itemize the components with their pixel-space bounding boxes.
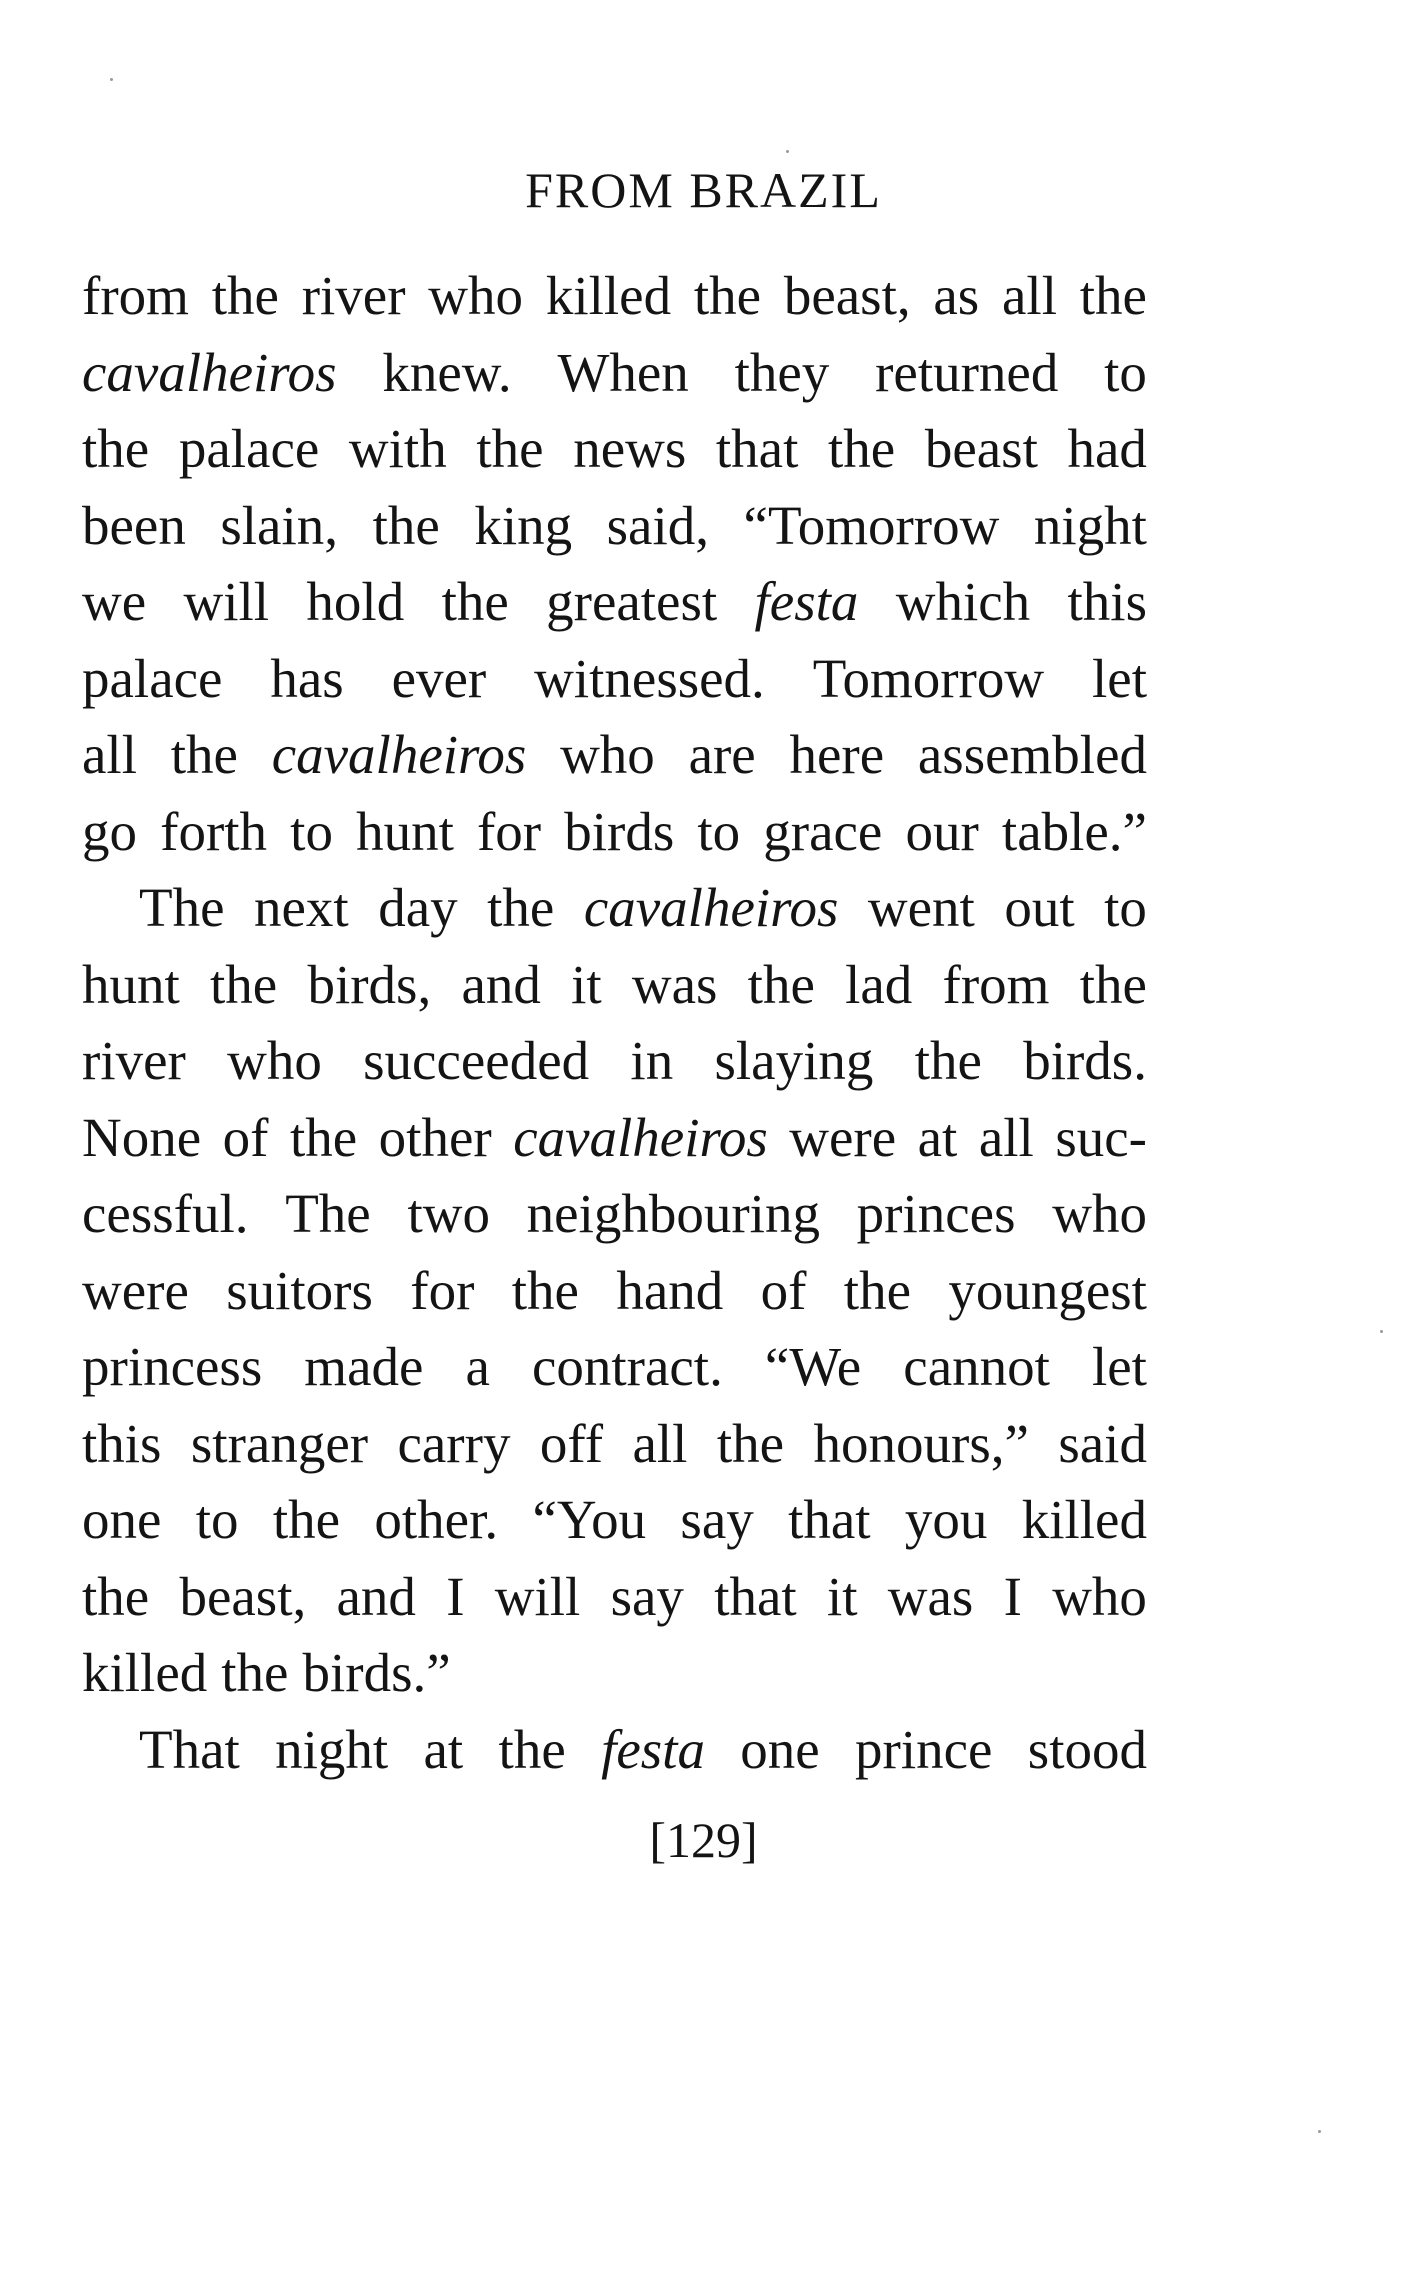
word: stranger [190,1412,369,1474]
text-line [82,564,1147,641]
word: That [139,1718,240,1780]
word: with [348,418,447,479]
word: who [1052,1565,1147,1627]
italic-word: cavalheiros [82,341,337,403]
word: The [139,877,225,938]
word: the [487,877,555,938]
text-line [82,258,1147,335]
text-line [82,1712,1147,1789]
text-line [82,870,1147,947]
italic-word: cavalheiros [513,1106,768,1168]
word: princes [856,1183,1016,1244]
word: let [1092,647,1147,709]
word: from [942,953,1050,1015]
text-line [82,794,1147,871]
word: which [895,571,1031,632]
word: let [1091,1336,1147,1397]
word: for [410,1259,475,1321]
word: forth [160,800,268,862]
word: at [423,1718,464,1780]
word: ever [391,647,487,709]
word: king [474,494,573,556]
page-number: [129] [649,1812,758,1868]
word: the [170,724,238,785]
text-line [82,1253,1147,1330]
word: beast, [783,265,911,326]
word: all [978,1106,1034,1168]
word: the [747,953,815,1015]
running-head: FROM BRAZIL [525,162,882,218]
word: the [1079,265,1147,326]
word: the [211,265,279,326]
word: greatest [546,571,718,632]
word: the [476,418,544,479]
word: palace [82,647,223,709]
paper-speck [1318,2130,1321,2133]
word: the [498,1718,566,1780]
text-line [82,1482,1147,1559]
word: hunt [82,953,180,1015]
word: to [697,800,741,862]
word: one [82,1489,162,1550]
word: at [917,1106,958,1168]
word: and [461,953,541,1015]
text-line [82,947,1147,1024]
word: river [82,1030,186,1091]
word: to [1104,341,1147,403]
word: were [82,1259,189,1321]
word: that [714,1565,797,1627]
word: has [270,647,344,709]
word: to [290,800,333,862]
word: other. [374,1489,499,1550]
word: the [843,1259,911,1321]
word: neighbouring [526,1183,820,1244]
word: river [301,265,406,326]
word: you [904,1489,988,1550]
word: this [1067,571,1147,632]
word: of [222,1106,269,1168]
word: been [82,494,186,556]
word: table.” [1001,800,1147,862]
word: who [428,265,524,326]
word: in [630,1030,674,1091]
word: returned [875,341,1059,403]
paper-speck [1380,1330,1383,1333]
word: go [82,800,137,862]
word: one [740,1718,820,1780]
word: assembled [917,724,1147,785]
word: lad [845,953,913,1015]
word: that [788,1489,871,1550]
word: succeeded [363,1030,590,1091]
word: off [539,1412,604,1474]
word: had [1067,418,1147,479]
word: contract. [531,1336,723,1397]
word: the [716,1412,785,1474]
word: that [715,418,799,479]
word: news [573,418,687,479]
body-text [82,258,1147,1788]
word: went [867,877,975,938]
word: the [828,418,896,479]
paper-speck [786,150,789,153]
word: hand [616,1259,724,1321]
word: night [1033,494,1147,556]
word: birds [564,800,675,862]
word: “You [532,1489,647,1550]
word: suc- [1055,1106,1147,1168]
italic-word: festa [754,571,859,632]
word: the [914,1030,982,1091]
word: killed [82,1642,208,1703]
text-line [82,1559,1147,1636]
word: suitors [226,1259,373,1321]
word: slain, [220,494,339,556]
text-line [82,1023,1147,1100]
word: youngest [948,1259,1147,1321]
word: to [1104,877,1147,938]
word: I [446,1565,465,1627]
word: said [1058,1412,1147,1474]
text-line [82,411,1147,488]
word: knew. [382,341,512,403]
word: from [82,265,189,326]
word: this [82,1412,162,1474]
word: all [632,1412,688,1474]
word: the [1079,953,1147,1015]
word: day [378,877,458,938]
word: will [183,571,270,632]
word: as [933,265,980,326]
word: all [82,724,137,785]
word: the [441,571,509,632]
word: was [887,1565,974,1627]
word: and [336,1565,416,1627]
paper-speck [110,78,113,81]
italic-word: cavalheiros [271,724,527,785]
word: The [285,1183,371,1244]
word: palace [178,418,320,479]
word: the [210,953,278,1015]
word: night [275,1718,389,1780]
word: slaying [714,1030,874,1091]
word: cessful. [82,1183,249,1244]
word: birds. [1023,1030,1147,1091]
word: out [1004,877,1075,938]
word: said, [606,494,709,556]
word: birds.” [302,1642,451,1703]
word: will [494,1565,581,1627]
word: say [680,1489,754,1550]
word: who [227,1030,322,1091]
text-line [82,1635,1147,1712]
word: “Tomorrow [743,494,1000,556]
word: are [688,724,756,785]
word: the [272,1489,341,1550]
word: it [571,953,602,1015]
word: who [560,724,655,785]
word: the [289,1106,358,1168]
word: Tomorrow [812,647,1045,709]
italic-word: festa [601,1718,705,1780]
word: beast, [179,1565,307,1627]
text-line [82,1176,1147,1253]
word: hunt [356,800,454,862]
word: I [1003,1565,1022,1627]
word: stood [1027,1718,1147,1780]
text-line [82,335,1147,412]
word: made [304,1336,424,1397]
word: all [1002,265,1057,326]
word: carry [397,1412,511,1474]
word: killed [1021,1489,1147,1550]
word: who [1052,1183,1147,1244]
word: prince [855,1718,993,1780]
word: “We [764,1336,862,1397]
word: cannot [903,1336,1050,1397]
word: the [82,418,150,479]
text-line [82,488,1147,565]
word: princess [82,1336,263,1397]
word: witnessed. [534,647,765,709]
text-line [82,1329,1147,1406]
word: None [82,1106,202,1168]
word: our [905,800,979,862]
word: When [557,341,689,403]
word: of [760,1259,807,1321]
word: honours,” [813,1412,1029,1474]
word: say [610,1565,684,1627]
word: the [221,1642,289,1703]
word: other [378,1106,492,1168]
text-line [82,1406,1147,1483]
word: hold [306,571,405,632]
word: next [254,877,349,938]
word: a [465,1336,490,1397]
italic-word: cavalheiros [583,877,839,938]
word: two [407,1183,490,1244]
word: birds, [307,953,432,1015]
text-line [82,1100,1147,1177]
word: here [789,724,885,785]
word: they [734,341,830,403]
word: the [82,1565,150,1627]
word: we [82,571,147,632]
word: beast [924,418,1038,479]
word: was [631,953,718,1015]
word: for [476,800,542,862]
word: the [372,494,440,556]
word: the [693,265,762,326]
word: it [826,1565,858,1627]
text-line [82,641,1147,718]
word: were [789,1106,897,1168]
word: to [195,1489,239,1550]
word: grace [763,800,883,862]
word: the [511,1259,579,1321]
word: killed [545,265,672,326]
text-line [82,717,1147,794]
